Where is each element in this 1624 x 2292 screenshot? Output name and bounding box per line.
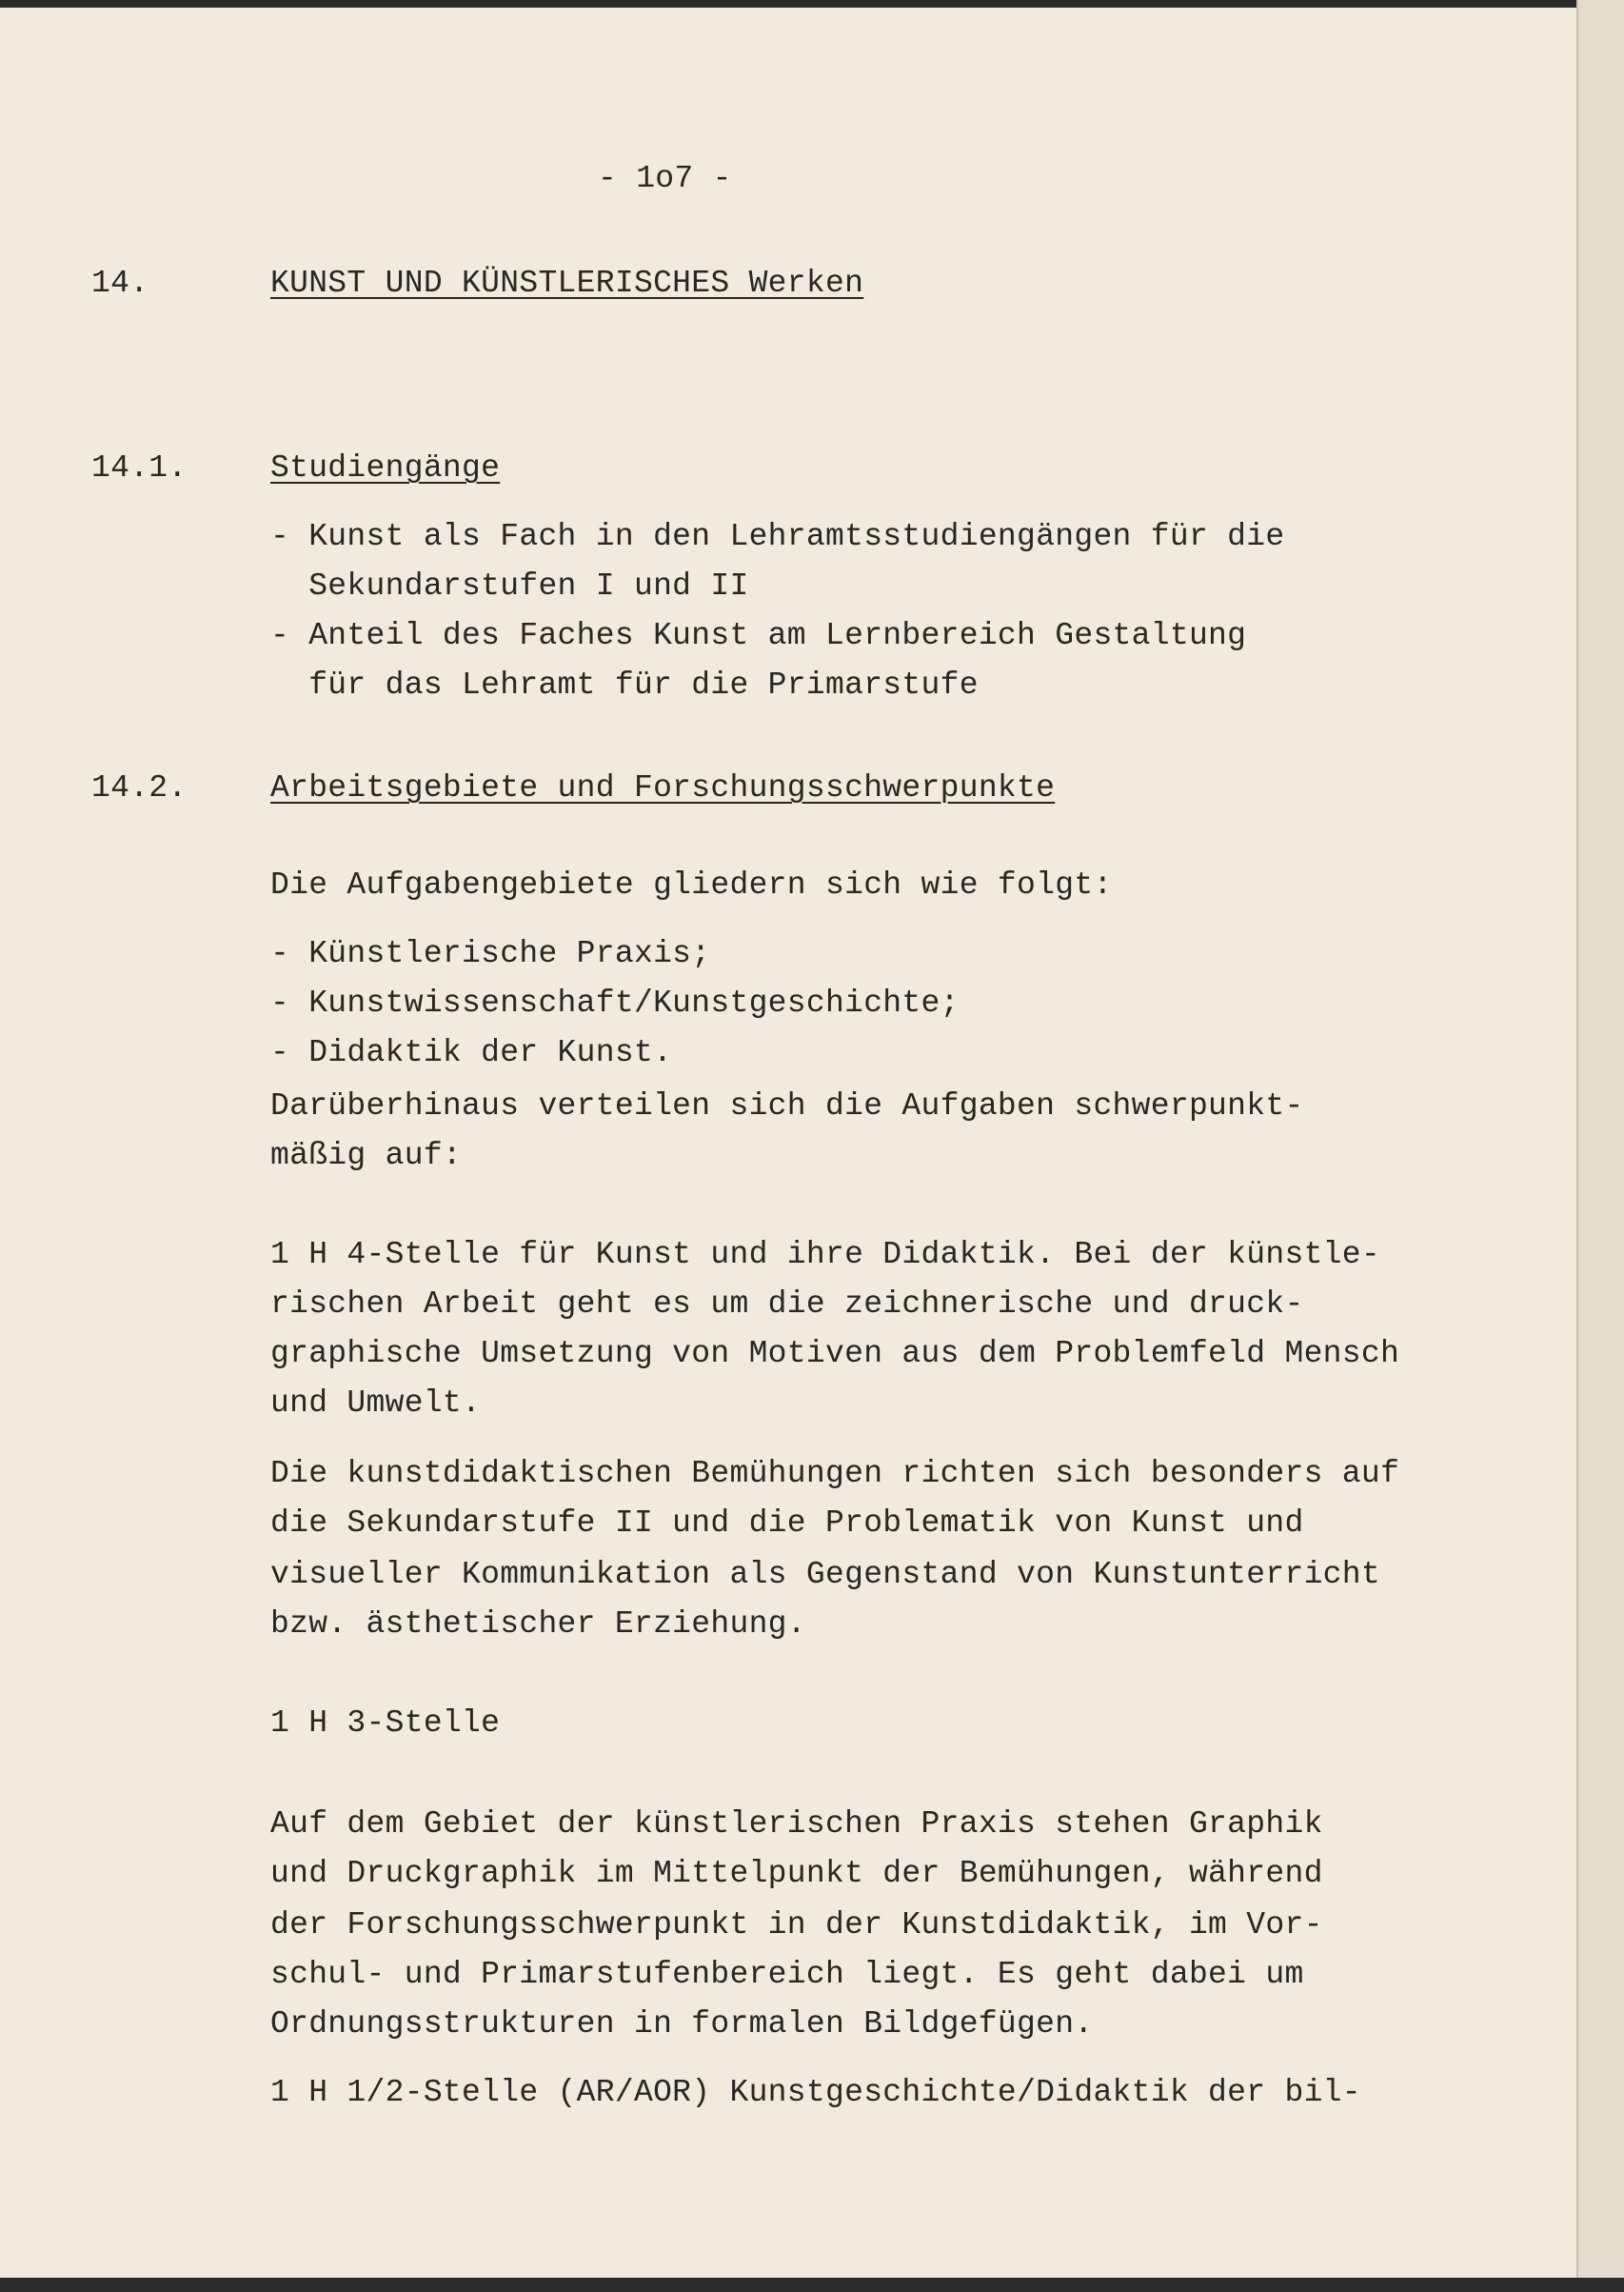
paragraph-line: Auf dem Gebiet der künstlerischen Praxis stehen Graphik xyxy=(270,1806,1323,1842)
page-number: - 1o7 - xyxy=(598,161,732,196)
paragraph-line: visueller Kommunikation als Gegenstand von Kunstunterricht xyxy=(270,1557,1380,1592)
paragraph-line: mäßig auf: xyxy=(270,1138,463,1173)
list-item: - Kunstwissenschaft/Kunstgeschichte; xyxy=(270,986,960,1021)
paragraph-line: rischen Arbeit geht es um die zeichnerische und druck- xyxy=(270,1286,1304,1322)
studiengang-line-3: - Anteil des Faches Kunst am Lernbereich Gestaltung xyxy=(270,618,1247,653)
paragraph-line: 1 H 1/2-Stelle (AR/AOR) Kunstgeschichte/Didaktik der bil- xyxy=(270,2075,1361,2110)
scan-edge-bottom xyxy=(0,2278,1624,2292)
studiengang-line-1: - Kunst als Fach in den Lehramtsstudiengängen für die xyxy=(270,519,1285,554)
section-14-1-number: 14.1. xyxy=(91,450,188,486)
list-item: - Künstlerische Praxis; xyxy=(270,936,711,971)
scan-edge-right xyxy=(1576,0,1624,2292)
paragraph-line: 1 H 4-Stelle für Kunst und ihre Didaktik. Bei der künstle- xyxy=(270,1237,1380,1272)
paragraph-line: graphische Umsetzung von Motiven aus dem Problemfeld Mensch xyxy=(270,1336,1400,1371)
section-14-title: KUNST UND KÜNSTLERISCHES Werken xyxy=(270,266,864,301)
paragraph-line: und Umwelt. xyxy=(270,1385,482,1421)
section-14-1-title: Studiengänge xyxy=(270,450,501,486)
studiengang-line-4: für das Lehramt für die Primarstufe xyxy=(270,668,979,703)
list-item: - Didaktik der Kunst. xyxy=(270,1035,673,1070)
paragraph-line: Die kunstdidaktischen Bemühungen richten sich besonders auf xyxy=(270,1456,1400,1491)
paragraph-line: schul- und Primarstufenbereich liegt. Es geht dabei um xyxy=(270,1957,1304,1992)
paragraph-line: und Druckgraphik im Mittelpunkt der Bemühungen, während xyxy=(270,1856,1323,1891)
paragraph-line: die Sekundarstufe II und die Problematik von Kunst und xyxy=(270,1505,1304,1541)
aufgaben-intro: Die Aufgabengebiete gliedern sich wie folgt: xyxy=(270,867,1113,903)
section-14-number: 14. xyxy=(91,266,149,301)
paragraph-line: 1 H 3-Stelle xyxy=(270,1705,501,1741)
paragraph-line: bzw. ästhetischer Erziehung. xyxy=(270,1606,806,1642)
paragraph-line: der Forschungsschwerpunkt in der Kunstdidaktik, im Vor- xyxy=(270,1907,1323,1943)
section-14-2-title: Arbeitsgebiete und Forschungsschwerpunkte xyxy=(270,770,1056,806)
paragraph-line: Darüberhinaus verteilen sich die Aufgaben schwerpunkt- xyxy=(270,1088,1304,1124)
scan-edge-top xyxy=(0,0,1624,8)
studiengang-line-2: Sekundarstufen I und II xyxy=(270,568,749,604)
paragraph-line: Ordnungsstrukturen in formalen Bildgefügen. xyxy=(270,2006,1094,2042)
section-14-2-number: 14.2. xyxy=(91,770,188,806)
